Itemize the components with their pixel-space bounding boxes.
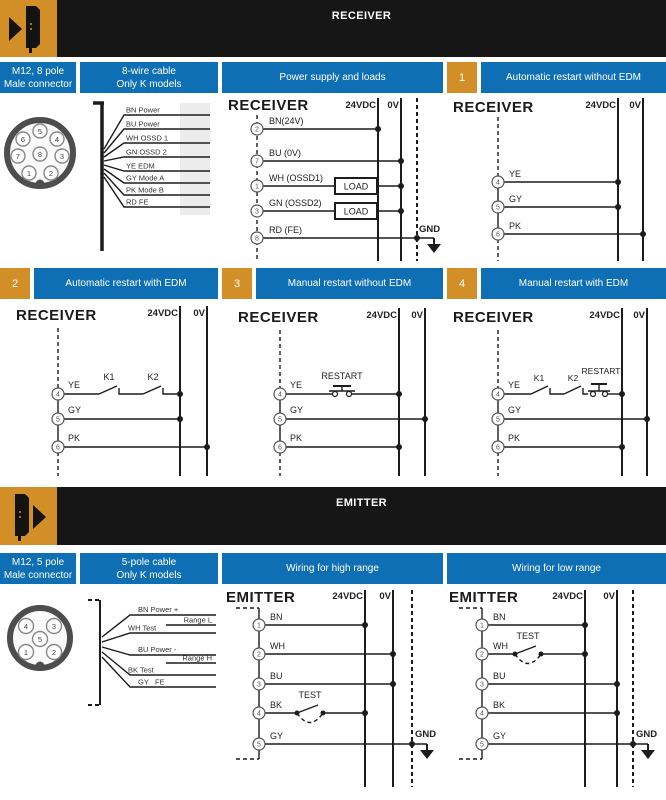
row-rd-fe — [251, 224, 441, 253]
receiver-connector-drawing — [0, 93, 80, 265]
row-label: PK — [290, 433, 303, 443]
diagram-title: RECEIVER — [238, 309, 319, 326]
row-label: GY — [290, 405, 304, 415]
emitter-low-range-cell — [447, 585, 666, 800]
row-label: GN (OSSD2) — [269, 198, 322, 208]
row-ye — [492, 169, 621, 188]
header-diagram3 — [256, 268, 443, 299]
header-line: Only K models — [116, 78, 182, 90]
badge-number: 2 — [11, 277, 19, 290]
pin-number: 5 — [278, 416, 282, 424]
gnd-label: GND — [636, 729, 658, 740]
receiver-icon-tile — [0, 0, 57, 57]
diagram4-manual-restart-edm — [447, 300, 666, 480]
diagram3-number-badge — [222, 268, 252, 299]
row-label: YE — [508, 380, 521, 390]
pin-6: 6 — [20, 134, 26, 144]
wire-label-wh: WH Test — [128, 623, 157, 633]
header-emitter-connector — [0, 553, 76, 584]
row-label: GY — [68, 405, 82, 415]
row-label: BU — [270, 671, 283, 681]
ground-symbol — [427, 244, 441, 253]
rail-0v-label: 0V — [387, 100, 399, 111]
pin-4: 4 — [54, 134, 60, 144]
k2-label: K2 — [147, 372, 159, 382]
row-label: PK — [508, 433, 521, 443]
load-box-label: LOAD — [343, 181, 369, 192]
wire-label-gy: GY FE — [138, 677, 165, 687]
row-label: GY — [509, 194, 523, 204]
wire-label-pk: PK Mode B — [126, 185, 164, 195]
pin-number: 1 — [480, 622, 484, 630]
emitter-high-range-cell — [222, 585, 443, 800]
emitter-icon-tile — [0, 487, 57, 545]
diagram-title: RECEIVER — [453, 99, 534, 116]
pin-8: 8 — [37, 149, 43, 159]
header-power-supply — [222, 62, 443, 93]
row-label: WH (OSSD1) — [269, 173, 323, 183]
k1-label: K1 — [103, 372, 115, 382]
row-bu-0v — [251, 148, 404, 167]
row-pk — [274, 433, 402, 453]
test-label: TEST — [298, 690, 322, 700]
row-pk — [492, 221, 646, 240]
diagram-title: EMITTER — [226, 589, 296, 606]
header-line: Automatic restart without EDM — [505, 72, 642, 83]
pin-number: 6 — [496, 444, 500, 452]
pin-number: 1 — [255, 183, 259, 191]
pin-number: 2 — [257, 651, 261, 659]
receiver-section-title: RECEIVER — [331, 10, 392, 22]
load-box-label: LOAD — [343, 206, 369, 217]
row-bk-test-switch — [253, 690, 368, 723]
row-label: BK — [493, 700, 506, 710]
diagram2-cell — [0, 300, 218, 480]
pin-number: 6 — [56, 444, 60, 452]
row-gy — [274, 405, 428, 425]
row-bk — [476, 700, 620, 719]
rail-0v-label: 0V — [193, 308, 205, 319]
ground-symbol — [420, 750, 434, 759]
row-gn-ossd2 — [251, 198, 404, 219]
diagram3-cell — [222, 300, 443, 480]
diagram3-manual-restart-no-edm — [222, 300, 443, 480]
header-diagram2 — [34, 268, 218, 299]
header-line: Manual restart without EDM — [287, 278, 412, 289]
row-label: BN — [493, 612, 506, 622]
wire-label-bk: BK Test — [128, 665, 154, 675]
row-label: PK — [509, 221, 522, 231]
row-label: BU — [493, 671, 506, 681]
pin-number: 1 — [257, 622, 261, 630]
badge-number: 4 — [458, 277, 466, 290]
pin-number: 5 — [496, 416, 500, 424]
power-supply-diagram-cell — [222, 93, 443, 265]
row-pk — [492, 433, 625, 453]
row-gy — [492, 194, 621, 213]
wire-label-ye: YE EDM — [126, 161, 155, 171]
pin-2: 2 — [51, 647, 57, 657]
pin-number: 3 — [255, 208, 259, 216]
pin-number: 2 — [480, 651, 484, 659]
diagram-title: EMITTER — [449, 589, 519, 606]
row-bn — [476, 612, 588, 631]
row-gy — [492, 405, 650, 425]
badge-number: 3 — [233, 277, 241, 290]
rail-24vdc-label: 24VDC — [589, 310, 620, 321]
diagram2-number-badge — [0, 268, 30, 299]
pin-number: 4 — [56, 391, 60, 399]
header-line: Power supply and loads — [279, 72, 386, 83]
k2-label: K2 — [567, 373, 579, 383]
row-bn — [253, 612, 368, 631]
header-diagram1 — [481, 62, 666, 93]
header-receiver-connector — [0, 62, 76, 93]
row-label: WH — [493, 641, 508, 651]
header-line: Only K models — [116, 569, 182, 581]
emitter-low-range-diagram — [447, 585, 666, 800]
diagram1-number-badge — [447, 62, 477, 93]
pin-4: 4 — [23, 621, 29, 631]
pin-2: 2 — [48, 168, 54, 178]
wire-label-gn: GN OSSD 2 — [126, 147, 167, 157]
row-ye-k1-k2-restart — [492, 366, 625, 400]
rail-0v-label: 0V — [603, 591, 615, 602]
pin-number: 3 — [480, 681, 484, 689]
receiver-cable-drawing — [80, 93, 218, 265]
row-gy-gnd — [476, 729, 657, 759]
header-wiring-low-range — [447, 553, 666, 584]
header-line: Wiring for high range — [286, 563, 379, 574]
row-label: BK — [270, 700, 283, 710]
row-label: BN — [270, 612, 283, 622]
header-emitter-cable — [80, 553, 218, 584]
wire-label-rd: RD FE — [126, 197, 149, 207]
header-receiver-cable — [80, 62, 218, 93]
pin-number: 5 — [496, 204, 500, 212]
diagram-title: RECEIVER — [453, 309, 534, 326]
diagram-title: RECEIVER — [228, 97, 309, 114]
rail-24vdc-label: 24VDC — [585, 100, 616, 111]
rail-24vdc-label: 24VDC — [366, 310, 397, 321]
row-label: YE — [68, 380, 81, 390]
row-gy-gnd — [253, 729, 436, 759]
pin-number: 5 — [56, 416, 60, 424]
rail-0v-label: 0V — [629, 100, 641, 111]
emitter-cable-cell — [80, 585, 218, 800]
gnd-label: GND — [419, 224, 441, 235]
wire-label-bu: BU Power - — [138, 645, 177, 654]
power-supply-diagram — [222, 93, 443, 265]
test-label: TEST — [516, 631, 540, 641]
emitter-section-title: EMITTER — [335, 497, 388, 509]
header-line: Male connector — [3, 569, 73, 581]
badge-number: 1 — [458, 71, 466, 84]
row-wh-test-switch — [476, 631, 588, 664]
wire-label-bu: BU Power — [126, 119, 160, 129]
emitter-connector-cell — [0, 585, 80, 800]
ground-symbol — [641, 750, 655, 759]
row-label: PK — [68, 433, 81, 443]
pin-number: 5 — [257, 741, 261, 749]
pin-1: 1 — [23, 647, 29, 657]
range-l-label: Range L — [183, 615, 212, 625]
row-bu — [253, 671, 396, 690]
rail-0v-label: 0V — [633, 310, 645, 321]
pin-number: 4 — [496, 179, 500, 187]
header-line: Male connector — [3, 78, 73, 90]
pin-number: 6 — [278, 444, 282, 452]
row-pk — [52, 433, 210, 453]
pin-number: 5 — [480, 741, 484, 749]
pin-5: 5 — [37, 634, 43, 644]
emitter-cable-drawing — [80, 585, 218, 800]
row-label: GY — [493, 731, 507, 741]
row-label: BN(24V) — [269, 116, 304, 126]
rail-24vdc-label: 24VDC — [147, 308, 178, 319]
diagram1-cell — [447, 93, 666, 265]
light-curtain-receiver-icon — [0, 0, 57, 57]
light-curtain-emitter-icon — [0, 487, 57, 545]
wire-label-bn: BN Power — [126, 105, 160, 115]
diagram4-number-badge — [447, 268, 477, 299]
pin-number: 6 — [496, 231, 500, 239]
pin-1: 1 — [26, 168, 32, 178]
row-label: RD (FE) — [269, 225, 302, 235]
header-line: M12, 8 pole — [11, 65, 65, 77]
pin-number: 3 — [257, 681, 261, 689]
header-line: Automatic restart with EDM — [65, 278, 187, 289]
receiver-connector-cell — [0, 93, 80, 265]
pin-3: 3 — [51, 621, 57, 631]
row-ye-restart-button — [274, 371, 402, 400]
row-gy — [52, 405, 183, 425]
rail-24vdc-label: 24VDC — [332, 591, 363, 602]
row-ye-k1-k2 — [52, 372, 183, 400]
pin-number: 7 — [255, 158, 259, 166]
row-label: GY — [270, 731, 284, 741]
rail-24vdc-label: 24VDC — [552, 591, 583, 602]
emitter-high-range-diagram — [222, 585, 443, 800]
wire-label-bn: BN Power + — [138, 605, 179, 614]
row-wh-ossd1 — [251, 173, 404, 194]
row-bn-24v — [251, 116, 381, 135]
pin-number: 4 — [496, 391, 500, 399]
row-label: YE — [290, 380, 303, 390]
header-line: 5-pole cable — [121, 556, 177, 568]
pin-number: 2 — [255, 126, 259, 134]
diagram1-auto-restart-no-edm — [447, 93, 666, 265]
pin-number: 4 — [480, 710, 484, 718]
rail-24vdc-label: 24VDC — [345, 100, 376, 111]
header-line: Manual restart with EDM — [518, 278, 629, 289]
header-line: Wiring for low range — [512, 563, 601, 574]
diagram-title: RECEIVER — [16, 307, 97, 324]
pin-number: 4 — [278, 391, 282, 399]
row-label: BU (0V) — [269, 148, 302, 158]
header-line: M12, 5 pole — [11, 556, 65, 568]
wire-label-wh: WH OSSD 1 — [126, 133, 169, 143]
row-wh — [253, 641, 396, 660]
pin-3: 3 — [59, 151, 65, 161]
pin-7: 7 — [15, 151, 21, 161]
gnd-label: GND — [415, 729, 437, 740]
row-label: WH — [270, 641, 285, 651]
restart-label: RESTART — [581, 366, 621, 376]
receiver-section-bar — [57, 0, 666, 57]
header-diagram4 — [481, 268, 666, 299]
wire-label-gy: GY Mode A — [126, 173, 165, 183]
row-label: YE — [509, 169, 522, 179]
diagram4-cell — [447, 300, 666, 480]
k1-label: K1 — [533, 373, 545, 383]
header-line: 8-wire cable — [122, 65, 176, 77]
restart-label: RESTART — [321, 371, 363, 381]
emitter-section-bar — [57, 487, 666, 545]
range-h-label: Range H — [182, 653, 212, 663]
header-wiring-high-range — [222, 553, 443, 584]
pin-number: 4 — [257, 710, 261, 718]
receiver-cable-cell — [80, 93, 218, 265]
emitter-connector-drawing — [0, 585, 80, 800]
row-bu — [476, 671, 620, 690]
pin-number: 8 — [255, 235, 259, 243]
rail-0v-label: 0V — [379, 591, 391, 602]
pin-5: 5 — [37, 126, 43, 136]
row-label: GY — [508, 405, 522, 415]
rail-0v-label: 0V — [411, 310, 423, 321]
diagram2-auto-restart-edm — [0, 300, 218, 480]
